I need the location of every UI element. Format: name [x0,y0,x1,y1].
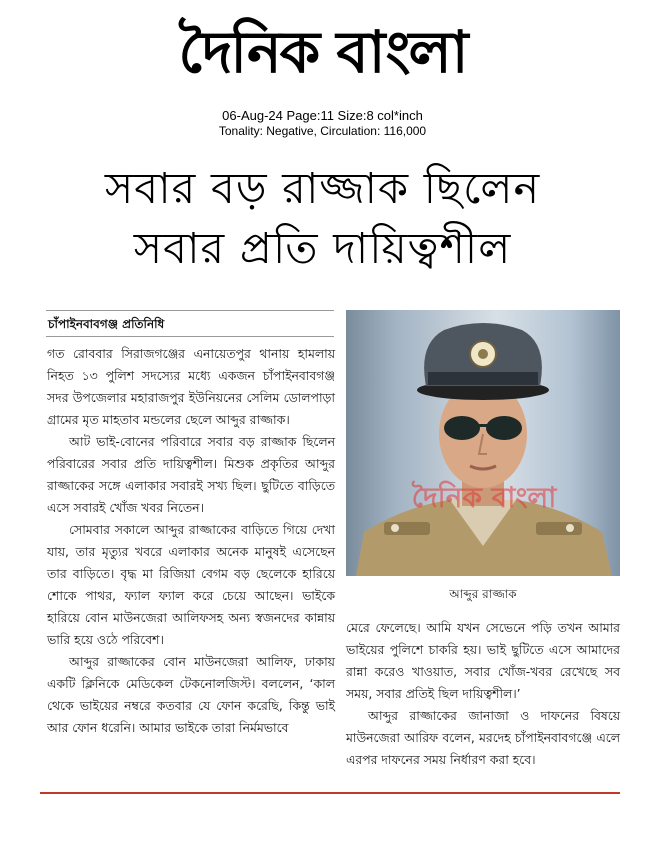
byline: চাঁপাইনবাবগঞ্জ প্রতিনিধি [48,317,165,331]
headline-line-2: সবার প্রতি দায়িত্বশীল [133,224,512,274]
photo-watermark: দৈনিক বাংলা [411,481,557,514]
article-paragraph: আট ভাই-বোনের পরিবারে সবার বড় রাজ্জাক ছিলেন পরিবারের সবার প্রতি দায়িত্বশীল। মিশুক প্রকৃতির আব্দুর রাজ্জাকের সঙ্গে এলাকার সবারই সখ্য ছিল। ছুটিতে বাড়িতে এসে সবারই খোঁজ খবর নিতেন। [47,434,335,515]
article-paragraph: সোমবার সকালে আব্দুর রাজ্জাকের বাড়িতে গিয়ে দেখা যায়, তার মৃত্যুর খবরে এলাকার অনেক মানুষই এসেছেন তার বাড়িতে। বৃদ্ধ মা রিজিয়া বেগম বড় ছেলেকে হারিয়ে শোকে পাথর, ফ্যাল ফ্যাল করে চেয়ে আছেন। ভাইকে হারিয়ে বোন মাউনজেরা আলিফসহ অন্য স্বজনদের কান্নায় ভারি হয়ে ওঠে পরিবেশ। [47,522,335,647]
bottom-divider [40,792,620,794]
clip-info-date-page: 06-Aug-24 Page:11 Size:8 col*inch [222,108,423,123]
article-paragraph: গত রোববার সিরাজগঞ্জের এনায়েতপুর থানায় হামলায় নিহত ১৩ পুলিশ সদস্যের মধ্যে একজন চাঁপাইনবাবগঞ্জ সদর উপজেলার মহারাজপুর ইউনিয়নের সেলিম ডোলপাড়া গ্রামের মৃত মাহতাব মন্ডলের ছেলে আব্দুর রাজ্জাক। [47,346,335,427]
police-officer-illustration [346,310,620,576]
byline-bottom-rule [46,336,334,337]
headline-line-1: সবার বড় রাজ্জাক ছিলেন [104,164,541,214]
article-column-2 [346,617,620,771]
byline-top-rule [46,310,334,311]
clip-info-tonality: Tonality: Negative, Circulation: 116,000 [218,124,427,138]
portrait-photo [346,310,620,576]
photo-caption: আব্দুর রাজ্জাক [449,587,517,601]
article-paragraph: আব্দুর রাজ্জাকের বোন মাউনজেরা আলিফ, ঢাকায় একটি ক্লিনিকে মেডিকেল টেকনোলজিস্ট। বললেন, ‘কাল থেকে ভাইয়ের নম্বরে কতবার যে ফোন করেছি, কিন্তু ভাই আর ফোন ধরেনি। আমার ভাইকে তারা নির্মমভাবে [47,654,335,735]
newspaper-masthead: দৈনিক বাংলা [178,18,467,86]
article-paragraph: আব্দুর রাজ্জাকের জানাজা ও দাফনের বিষয়ে মাউনজেরা আরিফ বলেন, মরদেহ চাঁপাইনবাবগঞ্জে এলে এরপর দাফনের সময় নির্ধারণ করা হবে। [346,708,620,767]
article-paragraph: মেরে ফেলেছে। আমি যখন সেভেনে পড়ি তখন আমার ভাইয়ের পুলিশে চাকরি হয়। ভাই ছুটিতে এসে আমাদের রান্না করেও খাওয়াত, সবার খোঁজ-খবর রেখেছে সব সময়, সবার প্রতিই ছিল দায়িত্বশীল।’ [346,620,620,701]
article-column-1 [47,343,335,739]
